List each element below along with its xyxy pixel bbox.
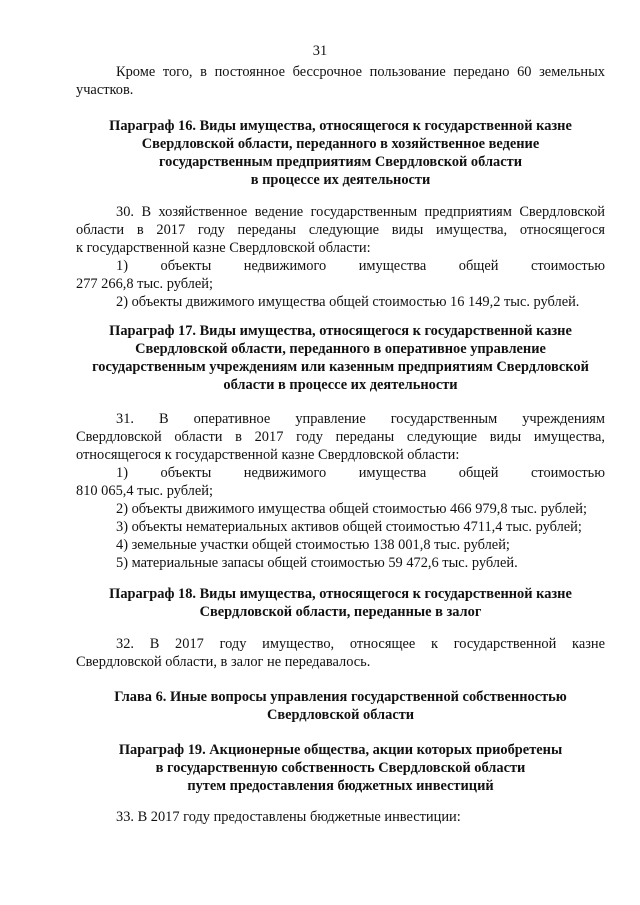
heading-line: Параграф 18. Виды имущества, относящегося к государственной казне: [109, 586, 572, 602]
section-heading-16: [76, 117, 605, 189]
heading-line: Свердловской области, переданные в залог: [199, 604, 482, 620]
text-line: 33. В 2017 году предоставлены бюджетные инвестиции:: [116, 809, 461, 825]
text-line: к государственной казне Свердловской области:: [76, 240, 371, 256]
text-line: 31. В оперативное управление государственным учреждениям: [116, 411, 605, 427]
text-line: области в 2017 году переданы следующие виды имущества, относящегося: [76, 222, 605, 238]
heading-line: Свердловской области: [266, 707, 415, 723]
list-item-1-continuation: 277 266,8 тыс. рублей;: [76, 276, 213, 292]
text-line: Свердловской области, в залог не передавалось.: [76, 654, 371, 670]
paragraph-30: [76, 203, 605, 311]
heading-line: путем предоставления бюджетных инвестиций: [187, 778, 494, 794]
list-item-1: 1) объекты недвижимого имущества общей стоимостью: [116, 258, 605, 274]
list-item-1-continuation: 810 065,4 тыс. рублей;: [76, 483, 213, 499]
heading-line: Свердловской области, переданного в оперативное управление: [135, 341, 546, 357]
list-item-2: 2) объекты движимого имущества общей стоимостью 466 979,8 тыс. рублей;: [116, 501, 587, 517]
heading-line: в процессе их деятельности: [250, 172, 431, 188]
paragraph-intro: [76, 63, 605, 99]
heading-line: Параграф 17. Виды имущества, относящегося к государственной казне: [109, 323, 572, 339]
heading-line: государственным учреждениям или казенным предприятиям Свердловской: [92, 359, 589, 375]
section-heading-19: [76, 741, 605, 795]
text-line: участков.: [76, 82, 134, 98]
heading-line: Глава 6. Иные вопросы управления государственной собственностью: [114, 689, 567, 705]
list-item-4: 4) земельные участки общей стоимостью 138 001,8 тыс. рублей;: [116, 537, 510, 553]
page-number: 31: [312, 43, 328, 59]
text-line: 30. В хозяйственное ведение государственным предприятиям Свердловской: [116, 204, 605, 220]
list-item-5: 5) материальные запасы общей стоимостью 59 472,6 тыс. рублей.: [116, 555, 518, 571]
list-item-3: 3) объекты нематериальных активов общей стоимостью 4711,4 тыс. рублей;: [116, 519, 582, 535]
chapter-heading-6: [76, 688, 605, 724]
text-line: Кроме того, в постоянное бессрочное пользование передано 60 земельных: [116, 64, 605, 80]
paragraph-31: [76, 410, 605, 572]
text-line: Свердловской области в 2017 году переданы следующие виды имущества,: [76, 429, 605, 445]
heading-line: Параграф 19. Акционерные общества, акции которых приобретены: [118, 742, 563, 758]
text-line: относящегося к государственной казне Свердловской области:: [76, 447, 460, 463]
section-heading-18: [76, 585, 605, 621]
heading-line: государственным предприятиям Свердловской области: [159, 154, 522, 170]
section-heading-17: [76, 322, 605, 394]
heading-line: Параграф 16. Виды имущества, относящегося к государственной казне: [109, 118, 572, 134]
heading-line: в государственную собственность Свердловской области: [155, 760, 526, 776]
heading-line: области в процессе их деятельности: [223, 377, 458, 393]
text-line: 32. В 2017 году имущество, относящее к государственной казне: [116, 636, 605, 652]
list-item-2: 2) объекты движимого имущества общей стоимостью 16 149,2 тыс. рублей.: [116, 294, 580, 310]
paragraph-33: [76, 808, 605, 826]
paragraph-32: [76, 635, 605, 671]
heading-line: Свердловской области, переданного в хозяйственное ведение: [141, 136, 540, 152]
list-item-1: 1) объекты недвижимого имущества общей стоимостью: [116, 465, 605, 481]
